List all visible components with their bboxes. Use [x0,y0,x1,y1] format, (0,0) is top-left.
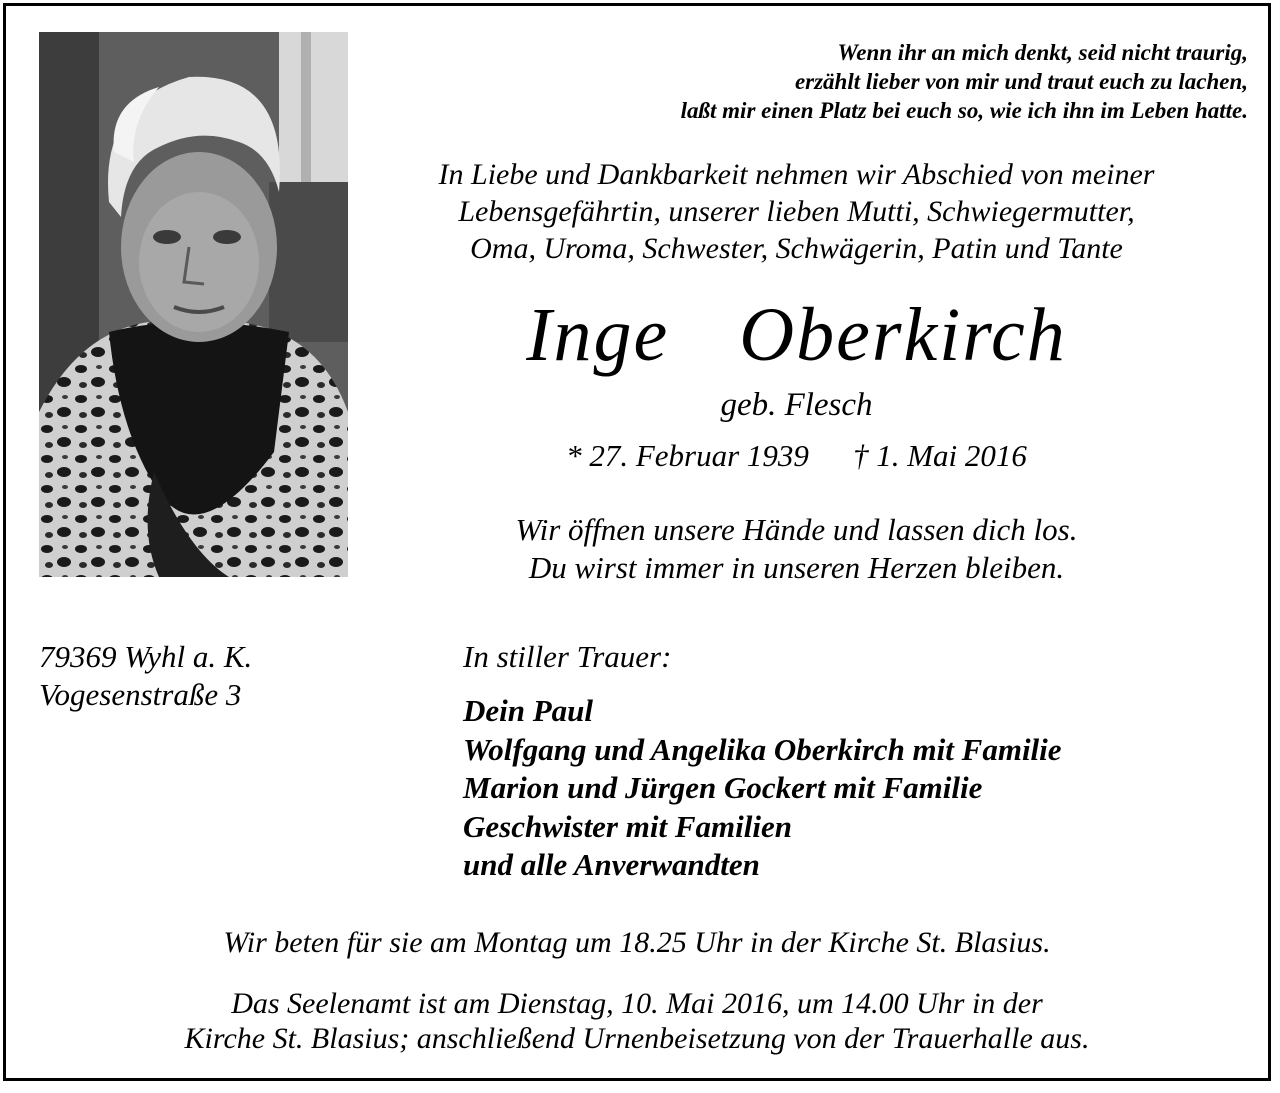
motto-quote [368,38,1248,125]
requiem-notice [6,986,1268,1056]
life-dates [348,436,1245,476]
intro-line: In Liebe und Dankbarkeit nehmen wir Abschied von meiner [438,158,1155,191]
mourner-name: Marion und Jürgen Gockert mit Familie [463,770,983,805]
mourners-title: In stiller Trauer: [463,639,672,674]
motto-line: laßt mir einen Platz bei euch so, wie ich ihn im Leben hatte. [680,98,1248,123]
verse-line: Wir öffnen unsere Hände und lassen dich los. [515,512,1078,547]
obituary-notice [3,3,1271,1081]
portrait-photo-icon [39,32,348,577]
requiem-line: Kirche St. Blasius; anschließend Urnenbeisetzung von der Trauerhalle aus. [184,1022,1090,1055]
mourners-list [463,692,1253,885]
motto-line: erzählt lieber von mir und traut euch zu lachen, [794,69,1248,94]
intro-line: Oma, Uroma, Schwester, Schwägerin, Patin und Tante [470,232,1123,265]
requiem-line: Das Seelenamt ist am Dienstag, 10. Mai 2016, um 14.00 Uhr in der [231,987,1043,1020]
farewell-verse [348,511,1245,587]
address-line: 79369 Wyhl a. K. [39,639,253,674]
death-date: † 1. Mai 2016 [852,438,1027,473]
intro-text [348,156,1245,267]
verse-line: Du wirst immer in unseren Herzen bleiben. [528,550,1065,585]
address-line: Vogesenstraße 3 [39,677,242,712]
prayer-notice: Wir beten für sie am Montag um 18.25 Uhr in der Kirche St. Blasius. [223,926,1051,959]
mourner-name: Geschwister mit Familien [463,808,792,844]
motto-line: Wenn ihr an mich denkt, seid nicht traurig, [837,40,1248,65]
family-address [39,638,419,714]
mourner-name: Dein Paul [463,693,594,728]
mourner-name: und alle Anverwandten [463,847,760,882]
portrait-photo [39,32,348,577]
birth-date: * 27. Februar 1939 [566,438,809,473]
birth-name: geb. Flesch [720,387,873,423]
mourner-name: Wolfgang und Angelika Oberkirch mit Familie [463,731,1062,767]
deceased-name: Inge Oberkirch [526,293,1067,377]
intro-line: Lebensgefährtin, unserer lieben Mutti, Schwiegermutter, [458,195,1135,228]
